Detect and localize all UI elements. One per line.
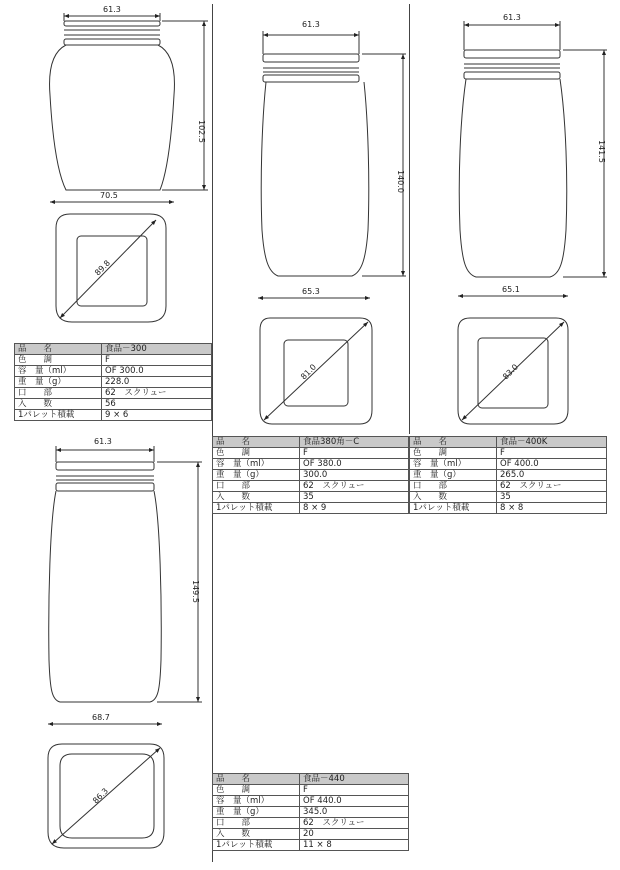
spec-label: 容 量（ml） — [410, 459, 497, 470]
spec-value: 8 × 8 — [497, 503, 607, 514]
spec-label: 1パレット積載 — [410, 503, 497, 514]
spec-value: 食品－300 — [102, 344, 212, 355]
spec-row — [213, 796, 409, 807]
jar-380-diag-dim: 81.0 — [299, 362, 319, 382]
spec-value: 35 — [497, 492, 607, 503]
spec-table-300 — [14, 343, 212, 421]
spec-value: OF 440.0 — [300, 796, 409, 807]
jar-440-neck-dim: 61.3 — [94, 437, 112, 446]
spec-label: 品 名 — [410, 437, 497, 448]
spec-value: F — [497, 448, 607, 459]
spec-value: 9 × 6 — [102, 410, 212, 421]
spec-value: 62 スクリュー — [497, 481, 607, 492]
spec-value: F — [300, 785, 409, 796]
spec-label: 重 量（g） — [410, 470, 497, 481]
spec-value: OF 380.0 — [300, 459, 409, 470]
spec-label: 1パレット積載 — [213, 503, 300, 514]
spec-row — [213, 437, 409, 448]
jar-440-body-dim: 68.7 — [92, 713, 110, 722]
jar-380-plan — [260, 318, 372, 424]
spec-value: OF 400.0 — [497, 459, 607, 470]
jar-380-height-dim: 140.0 — [396, 170, 405, 193]
jar-300-plan — [56, 214, 166, 322]
spec-value: 62 スクリュー — [102, 388, 212, 399]
spec-row — [410, 459, 607, 470]
spec-row — [15, 355, 212, 366]
jar-300-body-dim: 70.5 — [100, 191, 118, 200]
spec-label: 品 名 — [15, 344, 102, 355]
spec-row — [15, 410, 212, 421]
spec-label: 口 部 — [410, 481, 497, 492]
spec-row — [213, 481, 409, 492]
spec-value: 食品－400K — [497, 437, 607, 448]
spec-row — [213, 470, 409, 481]
spec-row — [15, 377, 212, 388]
spec-label: 重 量（g） — [213, 470, 300, 481]
jar-300-neck-dim: 61.3 — [103, 5, 121, 14]
spec-row — [213, 829, 409, 840]
spec-row — [15, 388, 212, 399]
spec-value: 345.0 — [300, 807, 409, 818]
spec-row — [410, 448, 607, 459]
spec-value: 265.0 — [497, 470, 607, 481]
spec-value: F — [300, 448, 409, 459]
spec-label: 重 量（g） — [213, 807, 300, 818]
jar-440-height-dim: 149.5 — [191, 580, 200, 603]
spec-label: 入 数 — [213, 492, 300, 503]
spec-label: 口 部 — [213, 818, 300, 829]
jar-400-diag-dim: 83.0 — [501, 362, 521, 382]
spec-row — [213, 785, 409, 796]
spec-value: F — [102, 355, 212, 366]
spec-label: 口 部 — [15, 388, 102, 399]
spec-label: 入 数 — [410, 492, 497, 503]
spec-value: 56 — [102, 399, 212, 410]
spec-value: 62 スクリュー — [300, 818, 409, 829]
spec-row — [213, 807, 409, 818]
spec-label: 品 名 — [213, 774, 300, 785]
spec-row — [213, 459, 409, 470]
spec-label: 1パレット積載 — [213, 840, 300, 851]
spec-row — [213, 503, 409, 514]
spec-label: 入 数 — [15, 399, 102, 410]
spec-value: 62 スクリュー — [300, 481, 409, 492]
spec-label: 1パレット積載 — [15, 410, 102, 421]
spec-row — [410, 481, 607, 492]
spec-value: OF 300.0 — [102, 366, 212, 377]
spec-table-380 — [212, 436, 409, 514]
spec-label: 色 調 — [15, 355, 102, 366]
jar-440-diag-dim: 86.3 — [91, 786, 111, 806]
spec-value: 食品380角－C — [300, 437, 409, 448]
spec-row — [15, 366, 212, 377]
jar-380-elevation — [261, 54, 369, 276]
spec-label: 色 調 — [213, 785, 300, 796]
spec-row — [15, 344, 212, 355]
jar-400-height-dim: 141.5 — [597, 140, 606, 163]
spec-value: 8 × 9 — [300, 503, 409, 514]
spec-label: 入 数 — [213, 829, 300, 840]
jar-440-elevation — [49, 462, 161, 702]
spec-label: 口 部 — [213, 481, 300, 492]
spec-value: 35 — [300, 492, 409, 503]
spec-value: 228.0 — [102, 377, 212, 388]
jar-380-body-dim: 65.3 — [302, 287, 320, 296]
spec-row — [410, 470, 607, 481]
spec-row — [410, 503, 607, 514]
spec-value: 11 × 8 — [300, 840, 409, 851]
jar-400-body-dim: 65.1 — [502, 285, 520, 294]
spec-value: 20 — [300, 829, 409, 840]
jar-400-neck-dim: 61.3 — [503, 13, 521, 22]
spec-label: 重 量（g） — [15, 377, 102, 388]
spec-label: 色 調 — [410, 448, 497, 459]
jar-400-elevation — [459, 50, 567, 277]
spec-label: 容 量（ml） — [213, 459, 300, 470]
spec-row — [410, 492, 607, 503]
spec-row — [213, 774, 409, 785]
spec-label: 容 量（ml） — [213, 796, 300, 807]
spec-row — [213, 492, 409, 503]
spec-label: 品 名 — [213, 437, 300, 448]
spec-label: 容 量（ml） — [15, 366, 102, 377]
spec-table-400 — [409, 436, 607, 514]
jar-300-diag-dim: 89.8 — [93, 258, 113, 278]
spec-label: 色 調 — [213, 448, 300, 459]
spec-row — [213, 448, 409, 459]
spec-row — [410, 437, 607, 448]
spec-value: 食品－440 — [300, 774, 409, 785]
spec-row — [15, 399, 212, 410]
spec-value: 300.0 — [300, 470, 409, 481]
jar-300-height-dim: 102.5 — [197, 120, 206, 143]
jar-380-neck-dim: 61.3 — [302, 20, 320, 29]
spec-table-440 — [212, 773, 409, 851]
spec-row — [213, 818, 409, 829]
jar-300-elevation — [50, 21, 175, 190]
spec-row — [213, 840, 409, 851]
